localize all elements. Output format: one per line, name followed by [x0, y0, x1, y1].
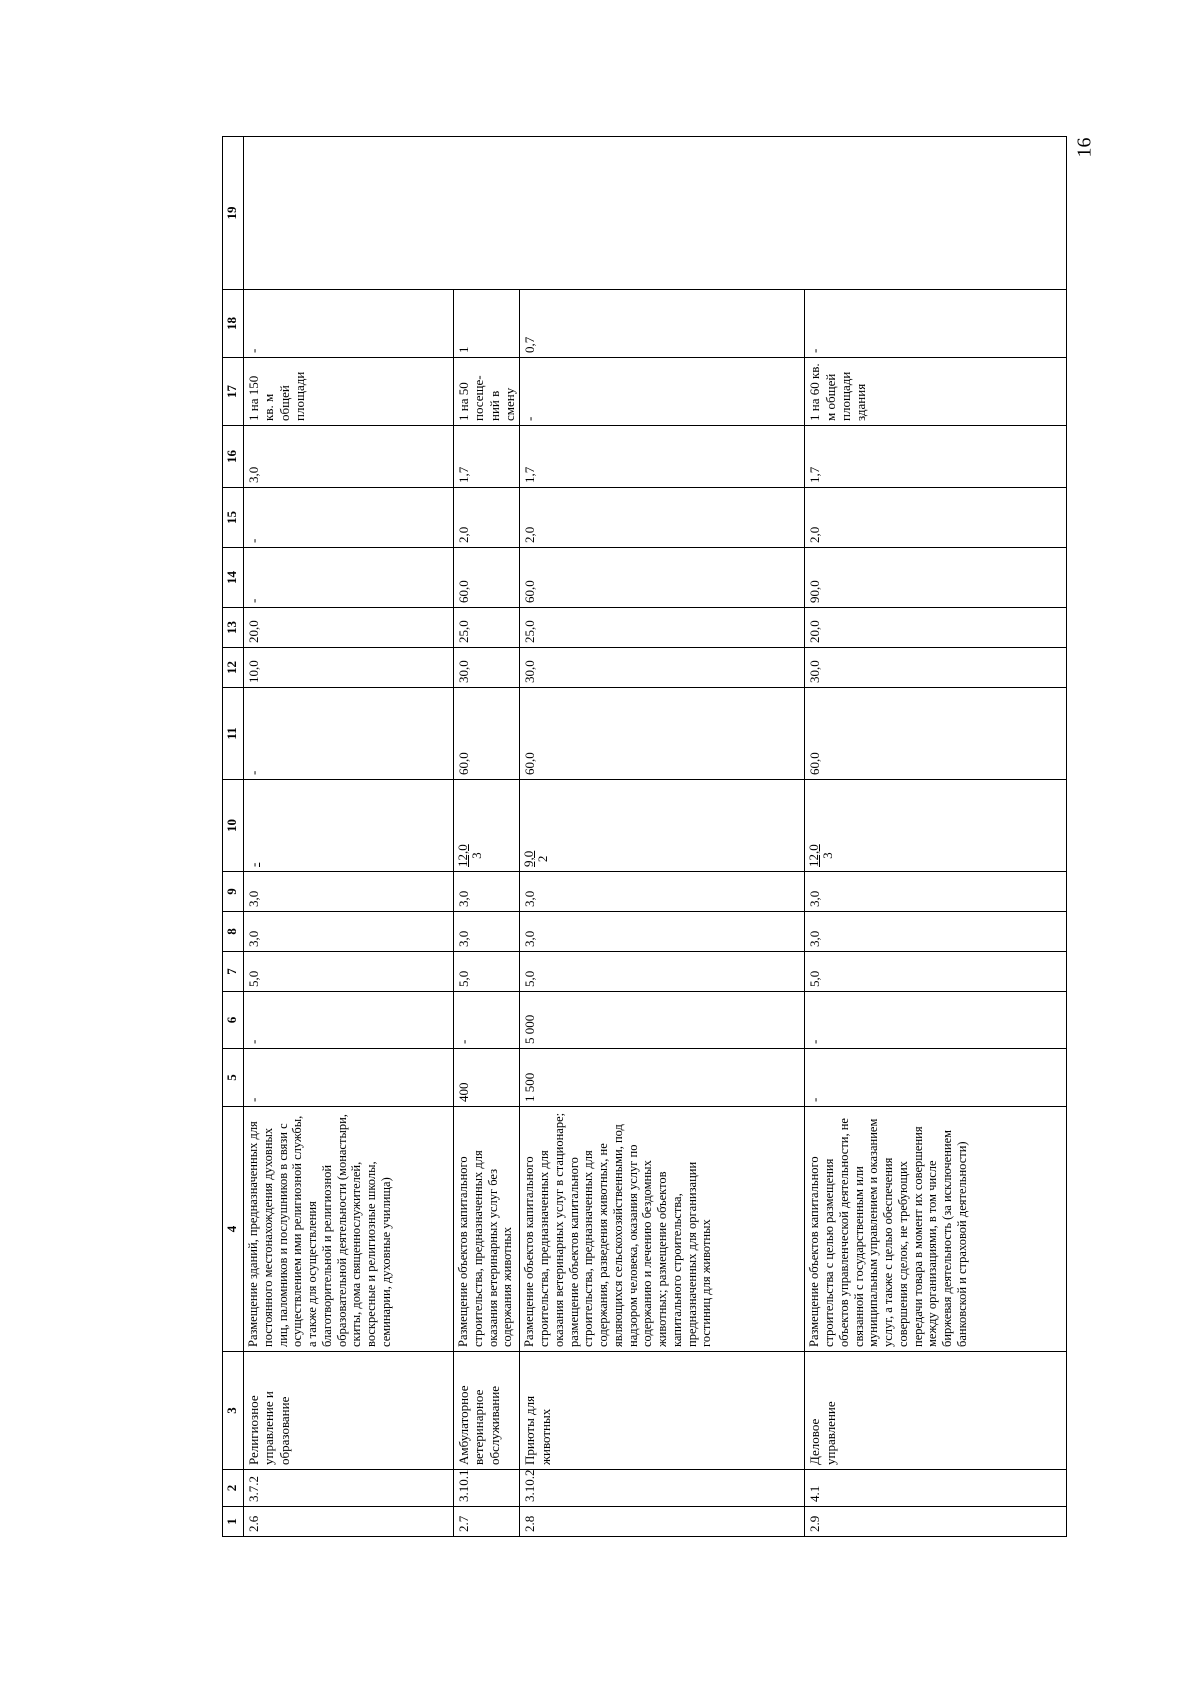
- cell-number: 2.8: [520, 1507, 805, 1537]
- header-row: [223, 137, 244, 1537]
- cell-c5: -: [244, 1049, 454, 1107]
- cell-c5: 1 500: [520, 1049, 805, 1107]
- cell-c18: -: [805, 290, 1067, 358]
- cell-c15: 2,0: [520, 488, 805, 548]
- header-cell: 11: [223, 688, 244, 780]
- header-cell: 18: [223, 290, 244, 358]
- cell-c11: 60,0: [805, 688, 1067, 780]
- cell-c7: 5,0: [520, 952, 805, 992]
- fraction-denominator: 2: [534, 855, 550, 863]
- cell-c7: 5,0: [244, 952, 454, 992]
- cell-number: 2.9: [805, 1507, 1067, 1537]
- cell-c8: 3,0: [454, 912, 520, 952]
- cell-c14: -: [244, 548, 454, 608]
- header-cell: 13: [223, 608, 244, 648]
- cell-code: 4.1: [805, 1470, 1067, 1507]
- cell-c12: 30,0: [520, 648, 805, 688]
- cell-c13: 20,0: [244, 608, 454, 648]
- cell-c8: 3,0: [520, 912, 805, 952]
- header-cell: 10: [223, 780, 244, 872]
- cell-number: 2.7: [454, 1507, 520, 1537]
- cell-c7: 5,0: [805, 952, 1067, 992]
- cell-c18: -: [244, 290, 454, 358]
- cell-name: Амбулаторное ветеринарное обслуживание: [454, 1352, 520, 1470]
- cell-c16: 1,7: [520, 426, 805, 488]
- fraction-numerator: 9,0: [521, 850, 537, 867]
- cell-c10: [805, 780, 1067, 872]
- cell-name: Религиозное управление и образование: [244, 1352, 454, 1470]
- cell-c9: 3,0: [244, 872, 454, 912]
- header-cell: 7: [223, 952, 244, 992]
- cell-c9: 3,0: [454, 872, 520, 912]
- cell-c17: 1 на 60 кв. м общей площади здания: [805, 358, 1067, 426]
- header-cell: 19: [223, 137, 244, 290]
- header-cell: 17: [223, 358, 244, 426]
- cell-c16: 1,7: [454, 426, 520, 488]
- cell-c17: -: [520, 358, 805, 426]
- cell-c9: 3,0: [520, 872, 805, 912]
- cell-c12: 30,0: [805, 648, 1067, 688]
- cell-c11: 60,0: [520, 688, 805, 780]
- cell-code: 3.10.1: [454, 1470, 520, 1507]
- cell-description: Размещение объектов капитального строительства, предназначенных для оказания ветеринарных услуг без содержания животных: [454, 1107, 520, 1352]
- cell-c18: 0,7: [520, 290, 805, 358]
- cell-c12: 10,0: [244, 648, 454, 688]
- cell-c14: 90,0: [805, 548, 1067, 608]
- cell-c6: -: [454, 992, 520, 1049]
- cell-c16: 3,0: [244, 426, 454, 488]
- cell-c10: [244, 780, 454, 872]
- cell-c14: 60,0: [520, 548, 805, 608]
- cell-c13: 25,0: [454, 608, 520, 648]
- cell-c14: 60,0: [454, 548, 520, 608]
- page-number: 16: [1073, 137, 1096, 158]
- cell-name: Приюты для животных: [520, 1352, 805, 1470]
- cell-c10: [520, 780, 805, 872]
- header-cell: 5: [223, 1049, 244, 1107]
- header-cell: 2: [223, 1470, 244, 1507]
- cell-c13: 20,0: [805, 608, 1067, 648]
- cell-c5: -: [805, 1049, 1067, 1107]
- cell-c13: 25,0: [520, 608, 805, 648]
- cell-code: 3.10.2: [520, 1470, 805, 1507]
- table-row: [520, 137, 805, 1537]
- header-cell: 4: [223, 1107, 244, 1352]
- header-cell: 12: [223, 648, 244, 688]
- header-cell: 6: [223, 992, 244, 1049]
- land-use-table: [222, 136, 1067, 1537]
- header-cell: 8: [223, 912, 244, 952]
- header-cell: 14: [223, 548, 244, 608]
- fraction-numerator: 12,0: [806, 844, 822, 867]
- header-cell: 16: [223, 426, 244, 488]
- cell-description: Размещение объектов капитального строительства с целью размещения объектов управленческой деятельности, не связанной с государственным или муниципальным управлением и оказанием услуг, а также с целью обеспечения совершения сделок, не требующих передачи товара в момент их совершения между организациями, в том числе биржевая деятельность (за исключением банковской и страховой деятельности): [805, 1107, 1067, 1352]
- fraction-denominator: 3: [819, 852, 835, 859]
- cell-c17: 1 на 50 посеще-ний в смену: [454, 358, 520, 426]
- fraction-numerator: -: [246, 862, 261, 867]
- rotated-table-container: [222, 137, 1067, 1537]
- cell-c10: [454, 780, 520, 872]
- fraction-numerator: 12,0: [455, 844, 470, 867]
- cell-number: 2.6: [244, 1507, 454, 1537]
- cell-c11: 60,0: [454, 688, 520, 780]
- fraction-denominator: 3: [468, 852, 484, 859]
- cell-c8: 3,0: [244, 912, 454, 952]
- cell-c19: [244, 137, 1067, 290]
- cell-c16: 1,7: [805, 426, 1067, 488]
- header-cell: 15: [223, 488, 244, 548]
- cell-c6: -: [805, 992, 1067, 1049]
- cell-c5: 400: [454, 1049, 520, 1107]
- table-row: [454, 137, 520, 1537]
- table-row: [805, 137, 1067, 1537]
- cell-c17: 1 на 150 кв. м общей площади: [244, 358, 454, 426]
- header-cell: 3: [223, 1352, 244, 1470]
- header-cell: 9: [223, 872, 244, 912]
- cell-name: Деловое управление: [805, 1352, 1067, 1470]
- cell-description: Размещение зданий, предназначенных для постоянного местонахождения духовных лиц, паломников и послушников в связи с осуществлением ими религиозной службы, а также для осуществления благотворительной и религиозной образовательной деятельности (монастыри, скиты, дома священнослужителей, воскресные и религиозные школы, семинарии, духовные училища): [244, 1107, 454, 1352]
- cell-c15: 2,0: [454, 488, 520, 548]
- cell-c9: 3,0: [805, 872, 1067, 912]
- cell-c6: -: [244, 992, 454, 1049]
- cell-c18: 1: [454, 290, 520, 358]
- cell-c12: 30,0: [454, 648, 520, 688]
- cell-c8: 3,0: [805, 912, 1067, 952]
- cell-c11: -: [244, 688, 454, 780]
- cell-c15: 2,0: [805, 488, 1067, 548]
- table-row: [244, 137, 454, 1537]
- cell-c6: 5 000: [520, 992, 805, 1049]
- cell-code: 3.7.2: [244, 1470, 454, 1507]
- cell-description: Размещение объектов капитального строительства, предназначенных для оказания ветеринарных услуг в стационаре; размещение объектов капитального строительства, предназначенных для содержания, разведения животных, не являющихся сельскохозяйственными, под надзором человека, оказания услуг по содержанию и лечению бездомных животных; размещение объектов капитального строительства, предназначенных для организации гостиниц для животных: [520, 1107, 805, 1352]
- header-cell: 1: [223, 1507, 244, 1537]
- cell-c15: -: [244, 488, 454, 548]
- cell-c7: 5,0: [454, 952, 520, 992]
